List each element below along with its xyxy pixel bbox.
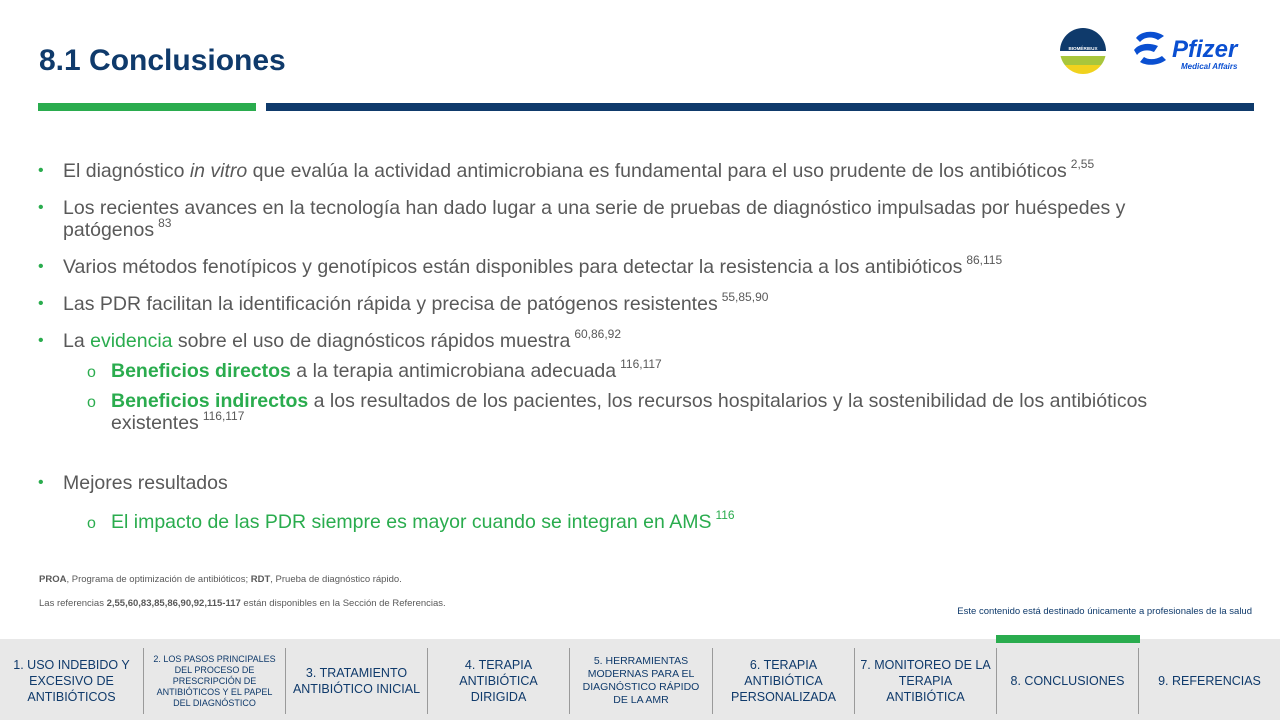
sub-bullet-item: o Beneficios indirectos a los resultados de los pacientes, los recursos hospitalarios y la sostenibilidad de los antibióticos existentes $^{116,117}$ <box>87 390 1148 434</box>
sub-bullet-item: o El impacto de las PDR siempre es mayor cuando se integran en AMS $^{116}$ <box>87 508 735 533</box>
bullet-item: • Varios métodos fenotípicos y genotípicos están disponibles para detectar la resistencia a los antibióticos $^{86,115}$ <box>38 253 1003 278</box>
page-title: 8.1 Conclusiones <box>39 44 286 77</box>
biomerieux-logo-text: BIOMÉRIEUX <box>1068 46 1098 51</box>
bullet-dot: • <box>38 162 44 179</box>
reference-number: 116,117 <box>620 357 662 371</box>
reference-number: 2,55 <box>1070 157 1095 171</box>
nav-tab-5[interactable]: 5. HERRAMIENTAS MODERNAS PARA EL DIAGNÓSTICO RÁPIDO DE LA AMR <box>582 655 700 706</box>
pfizer-wordmark: Pfizer <box>1172 36 1238 63</box>
bullet-dot: • <box>38 474 44 491</box>
bullet-dot: • <box>38 332 44 349</box>
sub-bullet-marker: o <box>87 364 96 381</box>
title-underline-blue <box>266 103 1254 111</box>
pfizer-subtitle: Medical Affairs <box>1181 62 1238 71</box>
conclusions-list <box>38 157 1238 533</box>
sub-bullet-item: o Beneficios directos a la terapia antimicrobiana adecuada $^{116,117}$ <box>87 357 662 382</box>
bullet-item: • Los recientes avances en la tecnología han dado lugar a una serie de pruebas de diagnóstico impulsadas por huéspedes y patógenos $^{83}$ <box>38 197 1126 241</box>
nav-tab-8-active[interactable]: 8. CONCLUSIONES <box>1010 674 1125 688</box>
nav-tab-7[interactable]: 7. MONITOREO DE LA TERAPIA ANTIBIÓTICA <box>860 658 991 704</box>
active-tab-indicator <box>996 635 1140 643</box>
biomerieux-logo <box>1060 28 1106 74</box>
bullet-dot: • <box>38 295 44 312</box>
reference-number: 86,115 <box>966 253 1003 267</box>
references-footnote: Las referencias 2,55,60,83,85,86,90,92,115-117 están disponibles en la Sección de Referencias. <box>39 598 446 609</box>
hcp-disclaimer: Este contenido está destinado únicamente a profesionales de la salud <box>957 606 1252 617</box>
abbreviations-footnote: PROA, Programa de optimización de antibióticos; RDT, Prueba de diagnóstico rápido. <box>39 574 402 585</box>
bullet-item: • El diagnóstico in vitro que evalúa la actividad antimicrobiana es fundamental para el uso prudente de los antibióticos $^{2,55}$ <box>38 157 1095 182</box>
nav-tab-2[interactable]: 2. LOS PASOS PRINCIPALES DEL PROCESO DE PRESCRIPCIÓN DE ANTIBIÓTICOS Y EL PAPEL DEL DIAGNÓSTICO <box>153 653 276 708</box>
reference-number: 60,86,92 <box>574 327 622 341</box>
nav-tab-3[interactable]: 3. TRATAMIENTO ANTIBIÓTICO INICIAL <box>292 666 421 696</box>
sub-bullet-marker: o <box>87 515 96 532</box>
bullet-dot: • <box>38 199 44 216</box>
bullet-item: • Mejores resultados <box>38 472 228 494</box>
nav-tab-9[interactable]: 9. REFERENCIAS <box>1158 674 1261 688</box>
nav-tab-4[interactable]: 4. TERAPIA ANTIBIÓTICA DIRIGIDA <box>459 658 538 704</box>
highlight-evidencia: evidencia <box>90 330 173 352</box>
bullet-item: • Las PDR facilitan la identificación rápida y precisa de patógenos resistentes $^{55,85,90}$ <box>38 290 769 315</box>
nav-tab-6[interactable]: 6. TERAPIA ANTIBIÓTICA PERSONALIZADA <box>731 658 836 704</box>
nav-tab-1[interactable]: 1. USO INDEBIDO Y EXCESIVO DE ANTIBIÓTICOS <box>13 658 130 704</box>
reference-number: 55,85,90 <box>721 290 769 304</box>
title-underline-green <box>38 103 256 111</box>
sub-bullet-marker: o <box>87 394 96 411</box>
bullet-dot: • <box>38 258 44 275</box>
reference-number: 116 <box>715 508 735 522</box>
reference-number: 83 <box>158 216 172 230</box>
bullet-item: • La evidencia sobre el uso de diagnósticos rápidos muestra $^{60,86,92}$ <box>38 327 622 352</box>
reference-number: 116,117 <box>202 409 245 423</box>
